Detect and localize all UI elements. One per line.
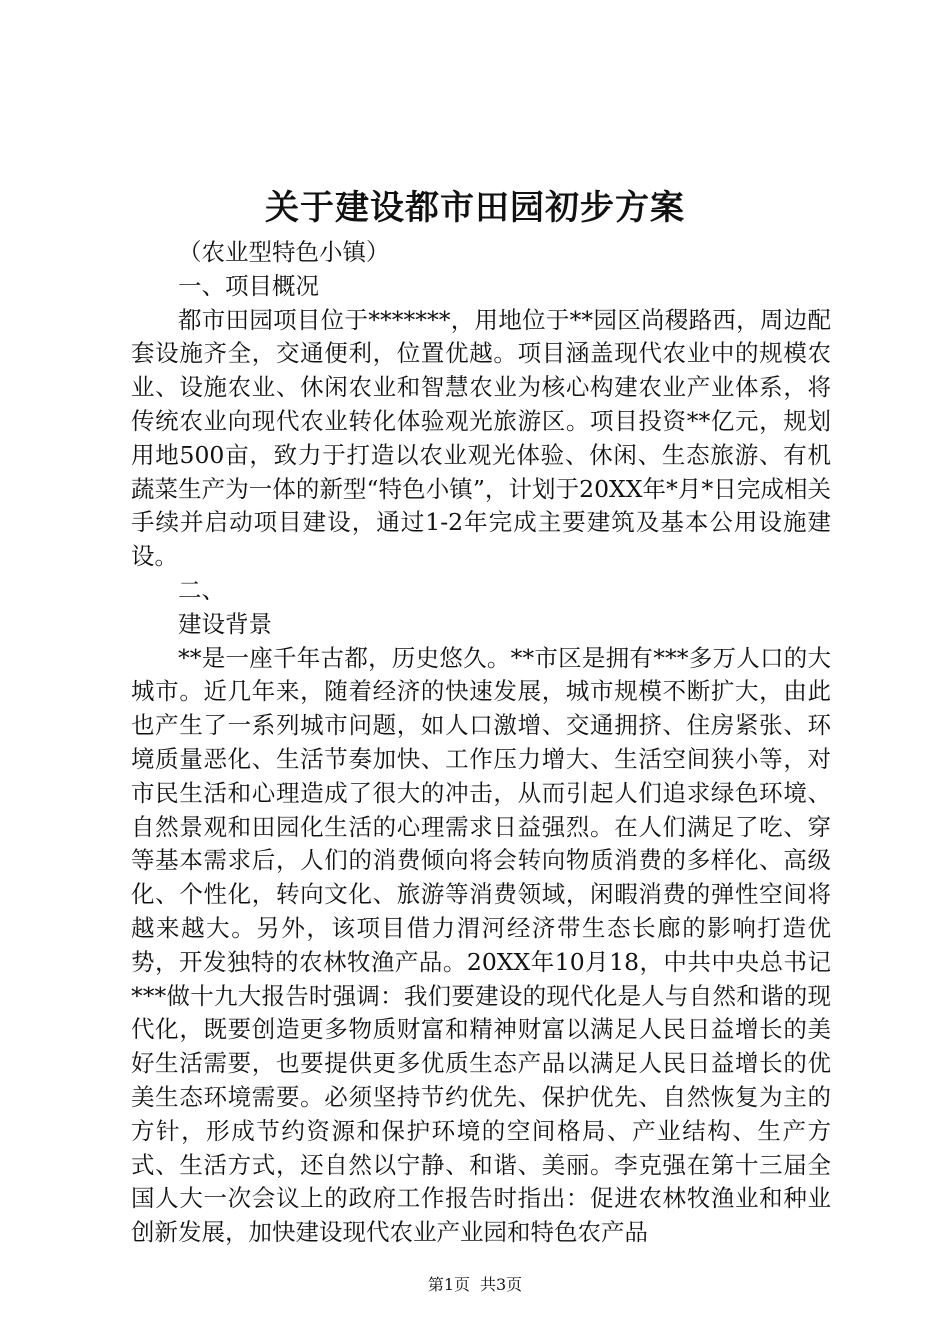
page-footer — [0, 1274, 950, 1296]
section-number-two: 二、 — [178, 575, 225, 604]
page-number-current: 第1页 — [427, 1275, 470, 1294]
document-body — [131, 236, 831, 1250]
overview-paragraph: 都市田园项目位于*******，用地位于**园区尚稷路西，周边配套设施齐全，交通便利，位置优越。项目涵盖现代农业中的规模农业、设施农业、休闲农业和智慧农业为核心构建农业产业体系，将传统农业向现代农业转化体验观光旅游区。项目投资**亿元，规划用地500亩，致力于打造以农业观光体验、休闲、生态旅游、有机蔬菜生产为一体的新型“特色小镇”，计划于20XX年*月*日完成相关手续并启动项目建设，通过1-2年完成主要建筑及基本公用设施建设。 — [131, 305, 831, 571]
document-title: 关于建设都市田园初步方案 — [265, 188, 685, 228]
section-heading-overview: 一、项目概况 — [178, 271, 319, 300]
section-heading-background: 建设背景 — [178, 609, 272, 638]
background-paragraph: **是一座千年古都，历史悠久。**市区是拥有***多万人口的大城市。近几年来，随着经济的快速发展，城市规模不断扩大，由此也产生了一系列城市问题，如人口激增、交通拥挤、住房紧张、环境质量恶化、生活节奏加快、工作压力增大、生活空间狭小等，对市民生活和心理造成了很大的冲击，从而引起人们追求绿色环境、自然景观和田园化生活的心理需求日益强烈。在人们满足了吃、穿等基本需求后，人们的消费倾向将会转向物质消费的多样化、高级化、个性化，转向文化、旅游等消费领域，闲暇消费的弹性空间将越来越大。另外，该项目借力渭河经济带生态长廊的影响打造优势，开发独特的农林牧渔产品。20XX年10月18，中共中央总书记***做十九大报告时强调：我们要建设的现代化是人与自然和谐的现代化，既要创造更多物质财富和精神财富以满足人民日益增长的美好生活需要，也要提供更多优质生态产品以满足人民日益增长的优美生态环境需要。必须坚持节约优先、保护优先、自然恢复为主的方针，形成节约资源和保护环境的空间格局、产业结构、生产方式、生活方式，还自然以宁静、和谐、美丽。李克强在第十三届全国人大一次会议上的政府工作报告时指出：促进农林牧渔业和种业创新发展，加快建设现代农业产业园和特色农产品 — [131, 643, 831, 1247]
subtitle-paragraph: （农业型特色小镇） — [178, 238, 390, 266]
page-number-total: 共3页 — [480, 1275, 523, 1294]
